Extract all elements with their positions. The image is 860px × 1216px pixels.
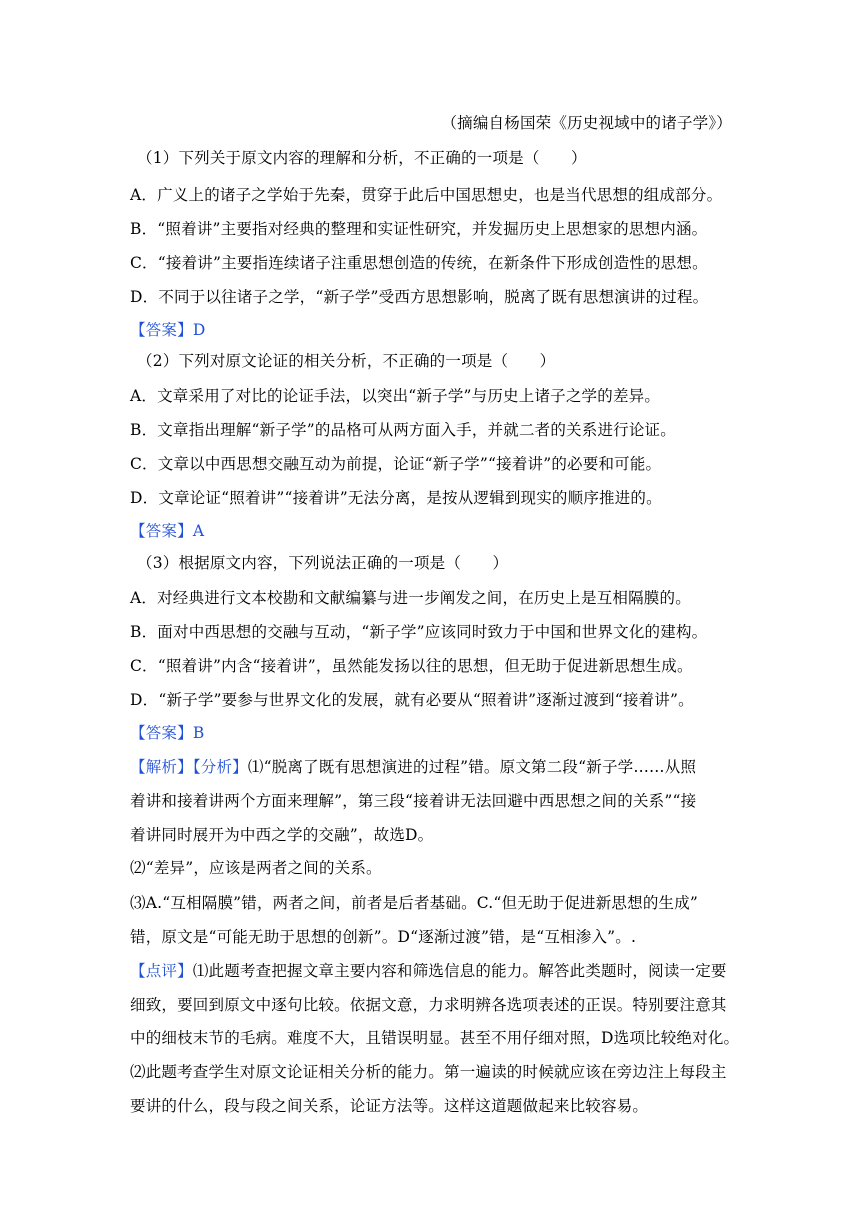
- answer-value: B: [192, 724, 205, 742]
- analysis-tag: 【解析】: [130, 758, 193, 776]
- question-2-option-b: B．文章指出理解“新子学”的品格可从两方面入手，并就二者的关系进行论证。: [130, 421, 676, 439]
- answer-tag: 【答案】: [130, 321, 193, 339]
- question-2-option-d: D．文章论证“照着讲”“接着讲”无法分离，是按从逻辑到现实的顺序推进的。: [130, 489, 662, 507]
- comment-line-5: 要讲的什么，段与段之间关系，论证方法等。这样这道题做起来比较容易。: [130, 1097, 649, 1115]
- question-2-answer: [130, 520, 732, 542]
- answer-tag: 【答案】: [130, 724, 193, 742]
- question-3-stem: （3）根据原文内容，下列说法正确的一项是（ ）: [137, 554, 509, 572]
- analysis-line-6: 错，原文是“可能无助于思想的创新”。D“逐渐过渡”错，是“互相渗入”。.: [130, 928, 637, 946]
- answer-tag: 【答案】: [130, 522, 193, 540]
- question-2-stem: （2）下列对原文论证的相关分析，不正确的一项是（ ）: [137, 352, 556, 370]
- question-3-option-c: C．“照着讲”内含“接着讲”，虽然能发扬以往的思想，但无助于促进新思想生成。: [130, 657, 693, 675]
- question-1-option-d: D．不同于以往诸子之学，“新子学”受西方思想影响，脱离了既有思想演讲的过程。: [130, 288, 709, 306]
- question-1-stem: （1）下列关于原文内容的理解和分析，不正确的一项是（ ）: [137, 149, 587, 167]
- comment-line-2: 细致，要回到原文中逐句比较。依据文意，力求明辨各选项表述的正误。特别要注意其: [130, 996, 727, 1014]
- question-1-option-a: A．广义上的诸子之学始于先秦，贯穿于此后中国思想史，也是当代思想的组成部分。: [130, 186, 723, 204]
- question-1-answer: [130, 319, 732, 341]
- comment-line-1: [130, 960, 732, 982]
- analysis-line-2: 着讲和接着讲两个方面来理解”，第三段“接着讲无法回避中西思想之间的关系”“接: [130, 792, 697, 810]
- analysis-line-4: ⑵“差异”，应该是两者之间的关系。: [130, 859, 382, 877]
- question-1-option-b: B．“照着讲”主要指对经典的整理和实证性研究，并发掘历史上思想家的思想内涵。: [130, 220, 708, 238]
- question-1-option-c: C．“接着讲”主要指连续诸子注重思想创造的传统，在新条件下形成创造性的思想。: [130, 254, 708, 272]
- analysis-line-1: [130, 756, 732, 778]
- comment-line-4: ⑵此题考查学生对原文论证相关分析的能力。第一遍读的时候就应该在旁边注上每段主: [130, 1063, 727, 1081]
- question-3-answer: [130, 722, 732, 744]
- question-2-option-a: A．文章采用了对比的论证手法，以突出“新子学”与历史上诸子之学的差异。: [130, 387, 661, 405]
- analysis-line-5: ⑶A.“互相隔膜”错，两者之间，前者是后者基础。C.“但无助于促进新思想的生成”: [130, 894, 699, 912]
- comment-tag: 【点评】: [130, 962, 193, 980]
- question-2-option-c: C．文章以中西思想交融互动为前提，论证“新子学”“接着讲”的必要和可能。: [130, 455, 662, 473]
- question-3-option-b: B．面对中西思想的交融与互动，“新子学”应该同时致力于中国和世界文化的建构。: [130, 623, 708, 641]
- analysis-line-3: 着讲同时展开为中西之学的交融”，故选D。: [130, 826, 434, 844]
- answer-value: A: [192, 522, 205, 540]
- answer-value: D: [192, 321, 206, 339]
- source-citation: （摘编自杨国荣《历史视域中的诸子学》）: [441, 114, 732, 132]
- question-3-option-d: D．“新子学”要参与世界文化的发展，就有必要从“照着讲”逐渐过渡到“接着讲”。: [130, 691, 694, 709]
- comment-line-3: 中的细枝末节的毛病。难度不大，且错误明显。甚至不用仔细对照，D选项比较绝对化。: [130, 1029, 740, 1047]
- comment-text: ⑴此题考查把握文章主要内容和筛选信息的能力。解答此类题时，阅读一定要: [192, 962, 727, 980]
- analysis-text: ⑴“脱离了既有思想演进的过程”错。原文第二段“新子学……从照: [247, 758, 697, 776]
- question-3-option-a: A．对经典进行文本校勘和文献编纂与进一步阐发之间，在历史上是互相隔膜的。: [130, 589, 691, 607]
- analysis-subtag: 【分析】: [192, 758, 248, 776]
